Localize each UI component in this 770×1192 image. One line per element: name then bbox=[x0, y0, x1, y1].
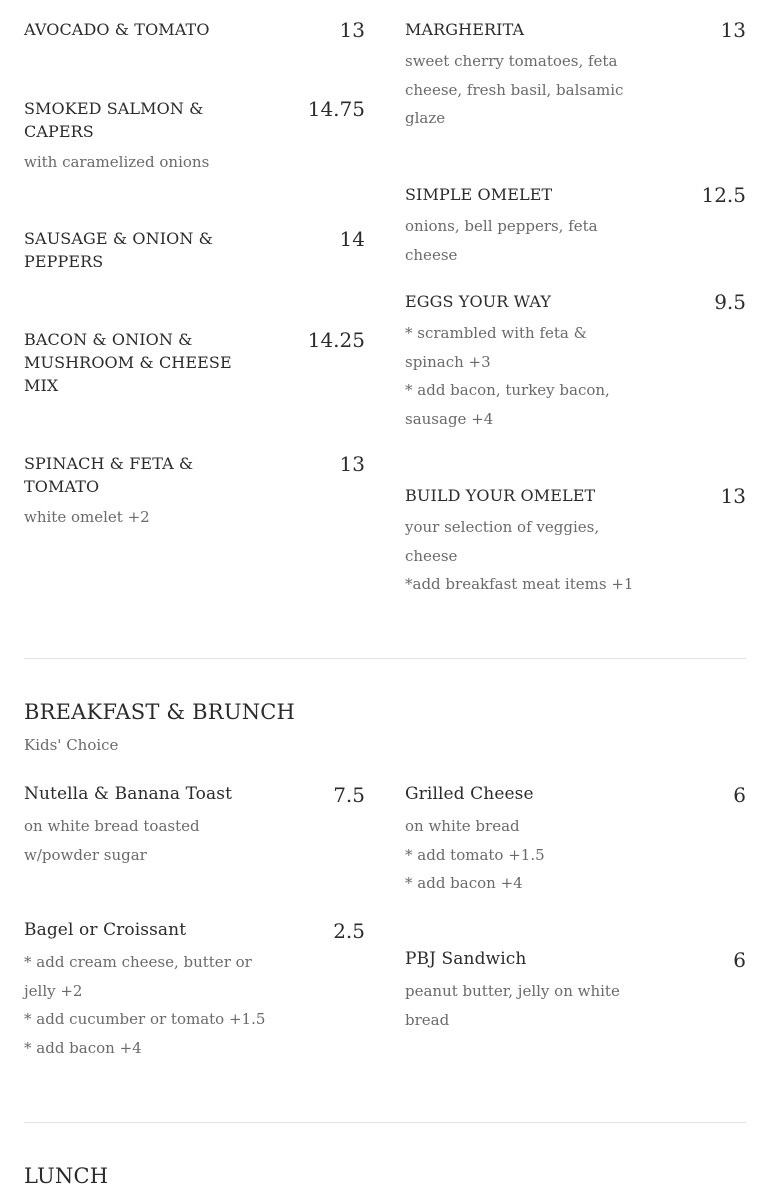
menu-item bbox=[405, 290, 746, 434]
menu-item bbox=[405, 183, 746, 269]
description-line: with caramelized onions bbox=[24, 153, 210, 171]
item-description bbox=[24, 503, 269, 532]
item-name: SIMPLE OMELET bbox=[405, 185, 553, 204]
description-line: your selection of veggies, cheese bbox=[405, 518, 600, 565]
description-line: * add cucumber or tomato +1.5 bbox=[24, 1010, 266, 1029]
item-name: AVOCADO & TOMATO bbox=[24, 20, 210, 39]
menu-item bbox=[24, 328, 365, 397]
menu-item bbox=[405, 484, 746, 599]
item-price: 14.75 bbox=[307, 97, 365, 121]
description-line: on white bread bbox=[405, 817, 520, 835]
description-line: *add breakfast meat items +1 bbox=[405, 575, 634, 594]
description-line: peanut butter, jelly on white bread bbox=[405, 982, 620, 1029]
description-line: white omelet +2 bbox=[24, 508, 150, 526]
item-name: SAUSAGE & ONION & PEPPERS bbox=[24, 229, 213, 271]
item-name: EGGS YOUR WAY bbox=[405, 292, 552, 311]
item-name: PBJ Sandwich bbox=[405, 949, 527, 969]
item-price: 13 bbox=[339, 452, 365, 476]
menu-item bbox=[405, 18, 746, 133]
item-description bbox=[24, 148, 269, 177]
description-line: * add bacon +4 bbox=[405, 874, 523, 893]
item-name: Nutella & Banana Toast bbox=[24, 784, 233, 804]
item-name: MARGHERITA bbox=[405, 20, 525, 39]
section-title: LUNCH bbox=[24, 1164, 109, 1188]
item-name: SMOKED SALMON & CAPERS bbox=[24, 99, 204, 141]
menu-item bbox=[24, 18, 365, 42]
menu-item bbox=[24, 227, 365, 273]
description-line: * add bacon, turkey bacon, sausage +4 bbox=[405, 381, 610, 429]
item-name: SPINACH & FETA & TOMATO bbox=[24, 454, 194, 496]
section-divider bbox=[24, 658, 746, 659]
description-line: * add tomato +1.5 bbox=[405, 845, 545, 864]
item-description bbox=[24, 948, 269, 1063]
item-description bbox=[405, 47, 650, 133]
section-title: BREAKFAST & BRUNCH bbox=[24, 700, 296, 724]
item-price: 2.5 bbox=[333, 919, 365, 943]
item-description bbox=[405, 812, 650, 898]
item-description bbox=[24, 812, 269, 869]
menu-item bbox=[24, 919, 365, 1063]
item-price: 14.25 bbox=[307, 328, 365, 352]
item-description bbox=[405, 977, 650, 1034]
description-line: * add bacon +4 bbox=[24, 1039, 142, 1058]
item-price: 7.5 bbox=[333, 783, 365, 807]
menu-item bbox=[24, 452, 365, 532]
description-line: on white bread toasted w/powder sugar bbox=[24, 817, 200, 864]
item-description bbox=[405, 212, 650, 269]
item-price: 14 bbox=[339, 227, 365, 251]
menu-item bbox=[24, 97, 365, 177]
item-price: 9.5 bbox=[714, 290, 746, 314]
item-price: 13 bbox=[339, 18, 365, 42]
item-name: BACON & ONION & MUSHROOM & CHEESE MIX bbox=[24, 330, 232, 395]
item-price: 13 bbox=[720, 484, 746, 508]
item-name: BUILD YOUR OMELET bbox=[405, 486, 596, 505]
description-line: * scrambled with feta & spinach +3 bbox=[405, 324, 587, 371]
menu-item bbox=[24, 783, 365, 869]
description-line: sweet cherry tomatoes, feta cheese, fresh basil, balsamic glaze bbox=[405, 52, 624, 128]
item-description bbox=[405, 513, 650, 599]
menu-item bbox=[405, 948, 746, 1034]
menu-item bbox=[405, 783, 746, 898]
item-name: Bagel or Croissant bbox=[24, 920, 187, 940]
description-line: onions, bell peppers, feta cheese bbox=[405, 217, 598, 264]
item-price: 13 bbox=[720, 18, 746, 42]
item-price: 6 bbox=[733, 948, 746, 972]
item-price: 12.5 bbox=[701, 183, 746, 207]
section-divider bbox=[24, 1122, 746, 1123]
item-description bbox=[405, 319, 650, 434]
item-price: 6 bbox=[733, 783, 746, 807]
section-subtitle: Kids' Choice bbox=[24, 736, 119, 754]
item-name: Grilled Cheese bbox=[405, 784, 534, 804]
description-line: * add cream cheese, butter or jelly +2 bbox=[24, 953, 252, 1000]
